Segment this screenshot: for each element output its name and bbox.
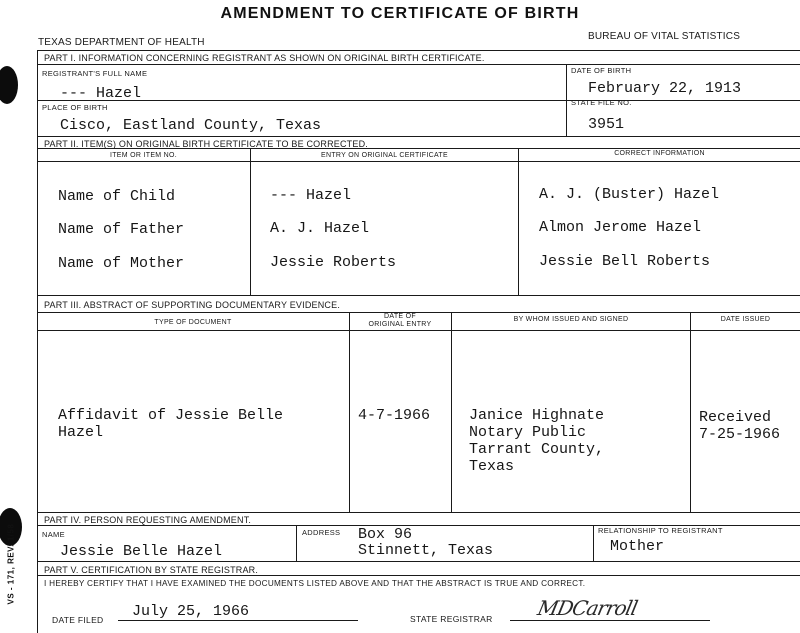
relationship-value: Mother [610,538,665,555]
form-title: AMENDMENT TO CERTIFICATE OF BIRTH [220,5,580,22]
entry-row-3: Jessie Roberts [270,254,397,271]
rule [37,161,800,162]
part3-header: PART III. ABSTRACT OF SUPPORTING DOCUMENTARY EVIDENCE. [44,300,341,310]
col-entry-header: ENTRY ON ORIGINAL CERTIFICATE [321,152,448,159]
state-file-value: 3951 [588,116,625,133]
date-issued-line1: Received [699,409,772,426]
registrant-name-value: --- Hazel [60,85,142,102]
date-filed-value: July 25, 1966 [132,603,250,620]
registrar-signature: MDCarroll [535,596,640,620]
entry-row-2: A. J. Hazel [270,220,370,237]
issued-by-line3: Tarrant County, [469,441,605,458]
date-filed-line [118,620,358,621]
rule [37,136,800,137]
rule [518,148,519,295]
col-correct-header: CORRECT INFORMATION [614,150,705,157]
correct-row-3: Jessie Bell Roberts [539,253,711,270]
requester-name-label: NAME [42,530,65,539]
rule [37,64,800,65]
col-item-header: ITEM OR ITEM NO. [109,152,178,159]
registrant-name-label: REGISTRANT'S FULL NAME [42,69,148,78]
rule [37,148,800,149]
col-type-header: TYPE OF DOCUMENT [154,319,232,326]
frame-left [37,50,38,633]
state-file-label: STATE FILE NO. [571,98,632,107]
original-entry-date: 4-7-1966 [358,407,431,424]
document-type-line1: Affidavit of Jessie Belle [58,407,284,424]
part4-header: PART IV. PERSON REQUESTING AMENDMENT. [44,515,252,525]
part1-header: PART I. INFORMATION CONCERNING REGISTRANT AS SHOWN ON ORIGINAL BIRTH CERTIFICATE. [44,53,485,63]
col-date-entry-header-1: DATE OF [384,313,416,320]
col-issued-by-header: BY WHOM ISSUED AND SIGNED [513,316,629,323]
item-row-2: Name of Father [58,221,185,238]
rule [250,148,251,295]
certify-text: I HEREBY CERTIFY THAT I HAVE EXAMINED THE DOCUMENTS LISTED ABOVE AND THAT THE ABSTRACT IS TRUE AND CORRECT. [44,579,586,588]
place-of-birth-label: PLACE OF BIRTH [42,103,108,112]
document-type-line2: Hazel [58,424,104,441]
address-label: ADDRESS [302,528,341,537]
registrar-line [510,620,710,621]
issued-by-line1: Janice Highnate [469,407,605,424]
date-filed-label: DATE FILED [52,615,104,625]
date-issued-line2: 7-25-1966 [699,426,781,443]
address-line2: Stinnett, Texas [358,542,494,559]
date-of-birth-value: February 22, 1913 [588,80,742,97]
col-date-entry-header-2: ORIGINAL ENTRY [368,321,432,328]
rule [349,312,350,512]
registrar-label: STATE REGISTRAR [410,614,493,624]
part2-header: PART II. ITEM(S) ON ORIGINAL BIRTH CERTIFICATE TO BE CORRECTED. [44,139,368,149]
rule [37,100,800,101]
issued-by-line2: Notary Public [469,424,587,441]
address-line1: Box 96 [358,526,413,543]
rule [296,525,297,561]
rule [37,295,800,296]
correct-row-2: Almon Jerome Hazel [539,219,702,236]
frame-top [37,50,800,51]
issued-by-line4: Texas [469,458,515,475]
rule [593,525,594,561]
requester-name-value: Jessie Belle Hazel [60,543,223,560]
form-code: VS - 171, REV. 1/58 [6,523,16,605]
entry-row-1: --- Hazel [270,187,352,204]
rule [690,312,691,512]
bureau-label: BUREAU OF VITAL STATISTICS [588,31,741,42]
place-of-birth-value: Cisco, Eastland County, Texas [60,117,322,134]
part5-header: PART V. CERTIFICATION BY STATE REGISTRAR. [44,565,259,575]
rule [37,575,800,576]
relationship-label: RELATIONSHIP TO REGISTRANT [598,526,723,535]
rule [37,512,800,513]
punch-hole-top [0,66,18,104]
rule [37,561,800,562]
rule [37,330,800,331]
rule [451,312,452,512]
correct-row-1: A. J. (Buster) Hazel [539,186,720,203]
date-of-birth-label: DATE OF BIRTH [571,66,632,75]
item-row-1: Name of Child [58,188,176,205]
col-date-issued-header: DATE ISSUED [720,316,771,323]
department-label: TEXAS DEPARTMENT OF HEALTH [38,37,205,48]
item-row-3: Name of Mother [58,255,185,272]
